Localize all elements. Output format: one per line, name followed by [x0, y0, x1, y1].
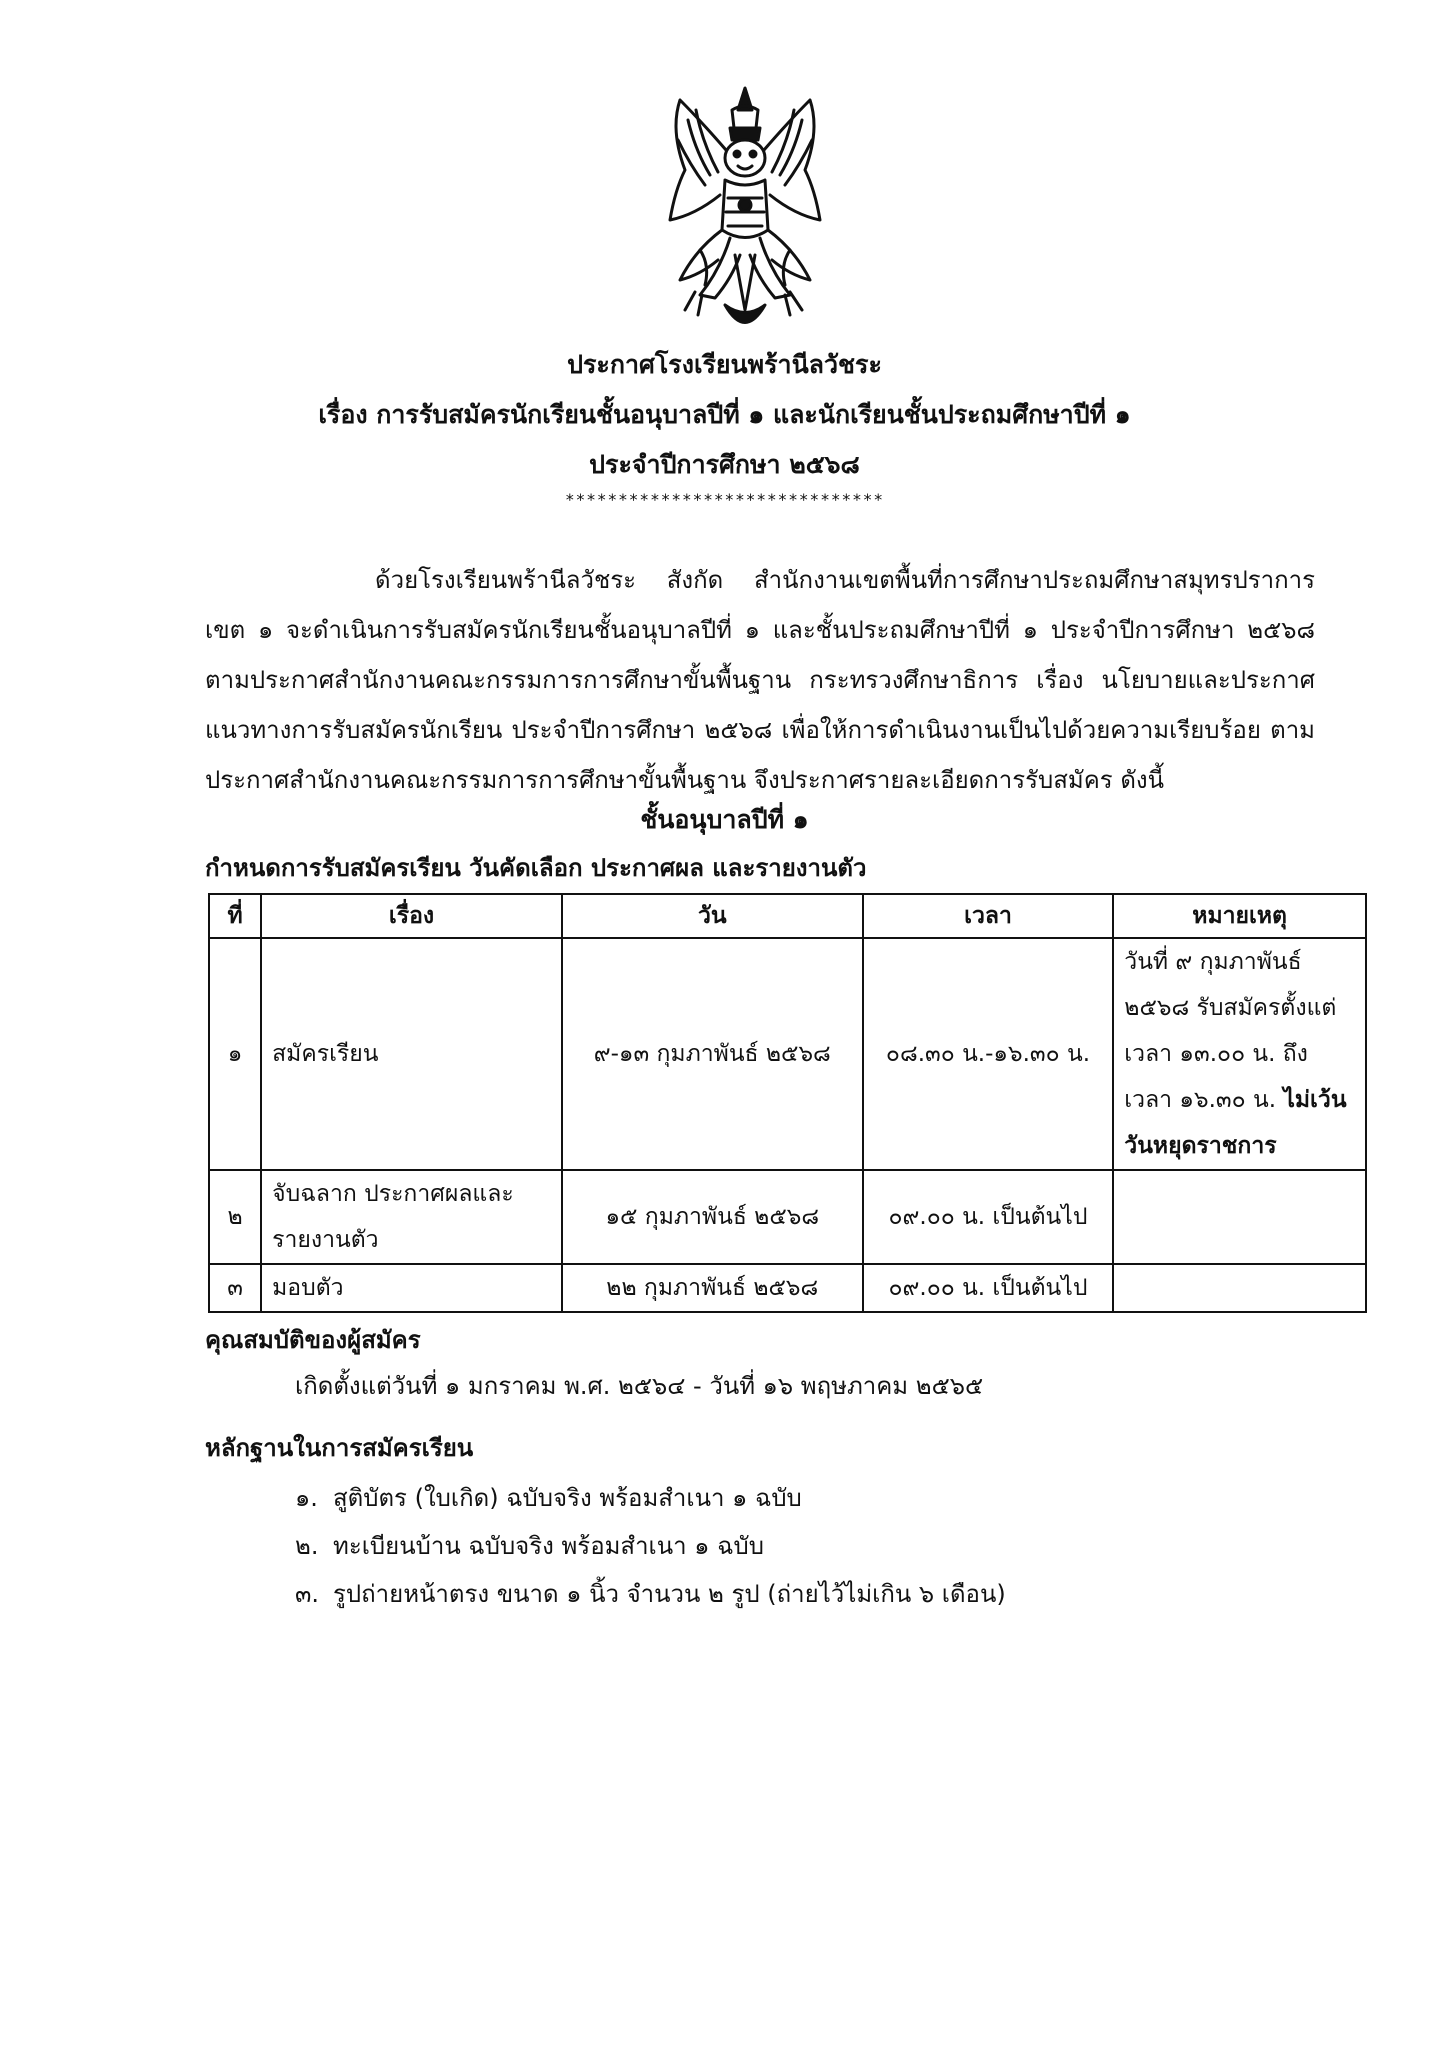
column-header-no: ที่: [209, 894, 261, 938]
evidence-list: [295, 1474, 1006, 1618]
table-row: [209, 1264, 1366, 1312]
separator-stars: ******************************: [565, 490, 884, 509]
schedule-table: [208, 893, 1367, 1313]
list-item-text: ทะเบียนบ้าน ฉบับจริง พร้อมสำเนา ๑ ฉบับ: [333, 1532, 764, 1560]
row-no: ๓: [209, 1264, 261, 1312]
qualification-heading: คุณสมบัติของผู้สมัคร: [205, 1326, 421, 1354]
intro-text: ด้วยโรงเรียนพร้านีลวัชระ สังกัด สำนักงานเขตพื้นที่การศึกษาประถมศึกษาสมุทรปราการ เขต ๑ จะดำเนินการรับสมัครนักเรียนชั้นอนุบาลปีที่ ๑ และชั้นประถมศึกษาปีที่ ๑ ประจำปีการศึกษา ๒๕๖๘ ตามประกาศสำนักงานคณะกรรมการการศึกษาขั้นพื้นฐาน กระทรวงศึกษาธิการ เรื่อง นโยบายและประกาศแนวทางการรับสมัครนักเรียน ประจำปีการศึกษา ๒๕๖๘ เพื่อให้การดำเนินงานเป็นไปด้วยความเรียบร้อย ตามประกาศสำนักงานคณะกรรมการการศึกษาขั้นพื้นฐาน จึงประกาศรายละเอียดการรับสมัคร ดังนี้: [205, 566, 1315, 794]
evidence-heading: หลักฐานในการสมัครเรียน: [205, 1434, 474, 1462]
list-item: [295, 1570, 1006, 1618]
row-subject: จับฉลาก ประกาศผลและ รายงานตัว: [261, 1170, 562, 1264]
row-subject: สมัครเรียน: [261, 938, 562, 1170]
academic-year: ประจำปีการศึกษา ๒๕๖๘: [589, 450, 860, 479]
row-date: ๙-๑๓ กุมภาพันธ์ ๒๕๖๘: [562, 938, 863, 1170]
list-item: [295, 1474, 1006, 1522]
row-note: [1113, 938, 1366, 1170]
level-heading: ชั้นอนุบาลปีที่ ๑: [640, 805, 809, 834]
column-header-date: วัน: [562, 894, 863, 938]
column-header-time: เวลา: [863, 894, 1114, 938]
announcement-title: ประกาศโรงเรียนพร้านีลวัชระ: [567, 350, 882, 379]
list-item: [295, 1522, 1006, 1570]
column-header-subject: เรื่อง: [261, 894, 562, 938]
row-no: ๑: [209, 938, 261, 1170]
table-row: [209, 938, 1366, 1170]
column-header-note: หมายเหตุ: [1113, 894, 1366, 938]
list-item-number: ๓.: [295, 1580, 320, 1608]
row-note-bold: ไม่เว้นวันหยุดราชการ: [1124, 1087, 1347, 1159]
list-item-number: ๑.: [295, 1484, 318, 1512]
list-item-text: สูติบัตร (ใบเกิด) ฉบับจริง พร้อมสำเนา ๑ ฉบับ: [333, 1484, 802, 1512]
intro-paragraph: [205, 555, 1315, 805]
announcement-subject: เรื่อง การรับสมัครนักเรียนชั้นอนุบาลปีที่ ๑ และนักเรียนชั้นประถมศึกษาปีที่ ๑: [318, 400, 1131, 429]
row-note-text: วันที่ ๙ กุมภาพันธ์ ๒๕๖๘ รับสมัครตั้งแต่ เวลา ๑๓.๐๐ น. ถึง เวลา ๑๖.๓๐ น.: [1124, 949, 1337, 1113]
row-time: ๐๘.๓๐ น.-๑๖.๓๐ น.: [863, 938, 1114, 1170]
row-time: ๐๙.๐๐ น. เป็นต้นไป: [863, 1264, 1114, 1312]
row-note: [1113, 1264, 1366, 1312]
row-no: ๒: [209, 1170, 261, 1264]
table-header-row: [209, 894, 1366, 938]
row-subject: มอบตัว: [261, 1264, 562, 1312]
garuda-emblem-icon: [640, 80, 850, 345]
schedule-heading: กำหนดการรับสมัครเรียน วันคัดเลือก ประกาศผล และรายงานตัว: [205, 854, 867, 882]
qualification-text: เกิดตั้งแต่วันที่ ๑ มกราคม พ.ศ. ๒๕๖๔ - วันที่ ๑๖ พฤษภาคม ๒๕๖๕: [295, 1372, 984, 1400]
row-time: ๐๙.๐๐ น. เป็นต้นไป: [863, 1170, 1114, 1264]
row-date: ๒๒ กุมภาพันธ์ ๒๕๖๘: [562, 1264, 863, 1312]
table-row: [209, 1170, 1366, 1264]
row-date: ๑๕ กุมภาพันธ์ ๒๕๖๘: [562, 1170, 863, 1264]
list-item-number: ๒.: [295, 1532, 319, 1560]
row-note: [1113, 1170, 1366, 1264]
list-item-text: รูปถ่ายหน้าตรง ขนาด ๑ นิ้ว จำนวน ๒ รูป (ถ่ายไว้ไม่เกิน ๖ เดือน): [333, 1580, 1006, 1608]
